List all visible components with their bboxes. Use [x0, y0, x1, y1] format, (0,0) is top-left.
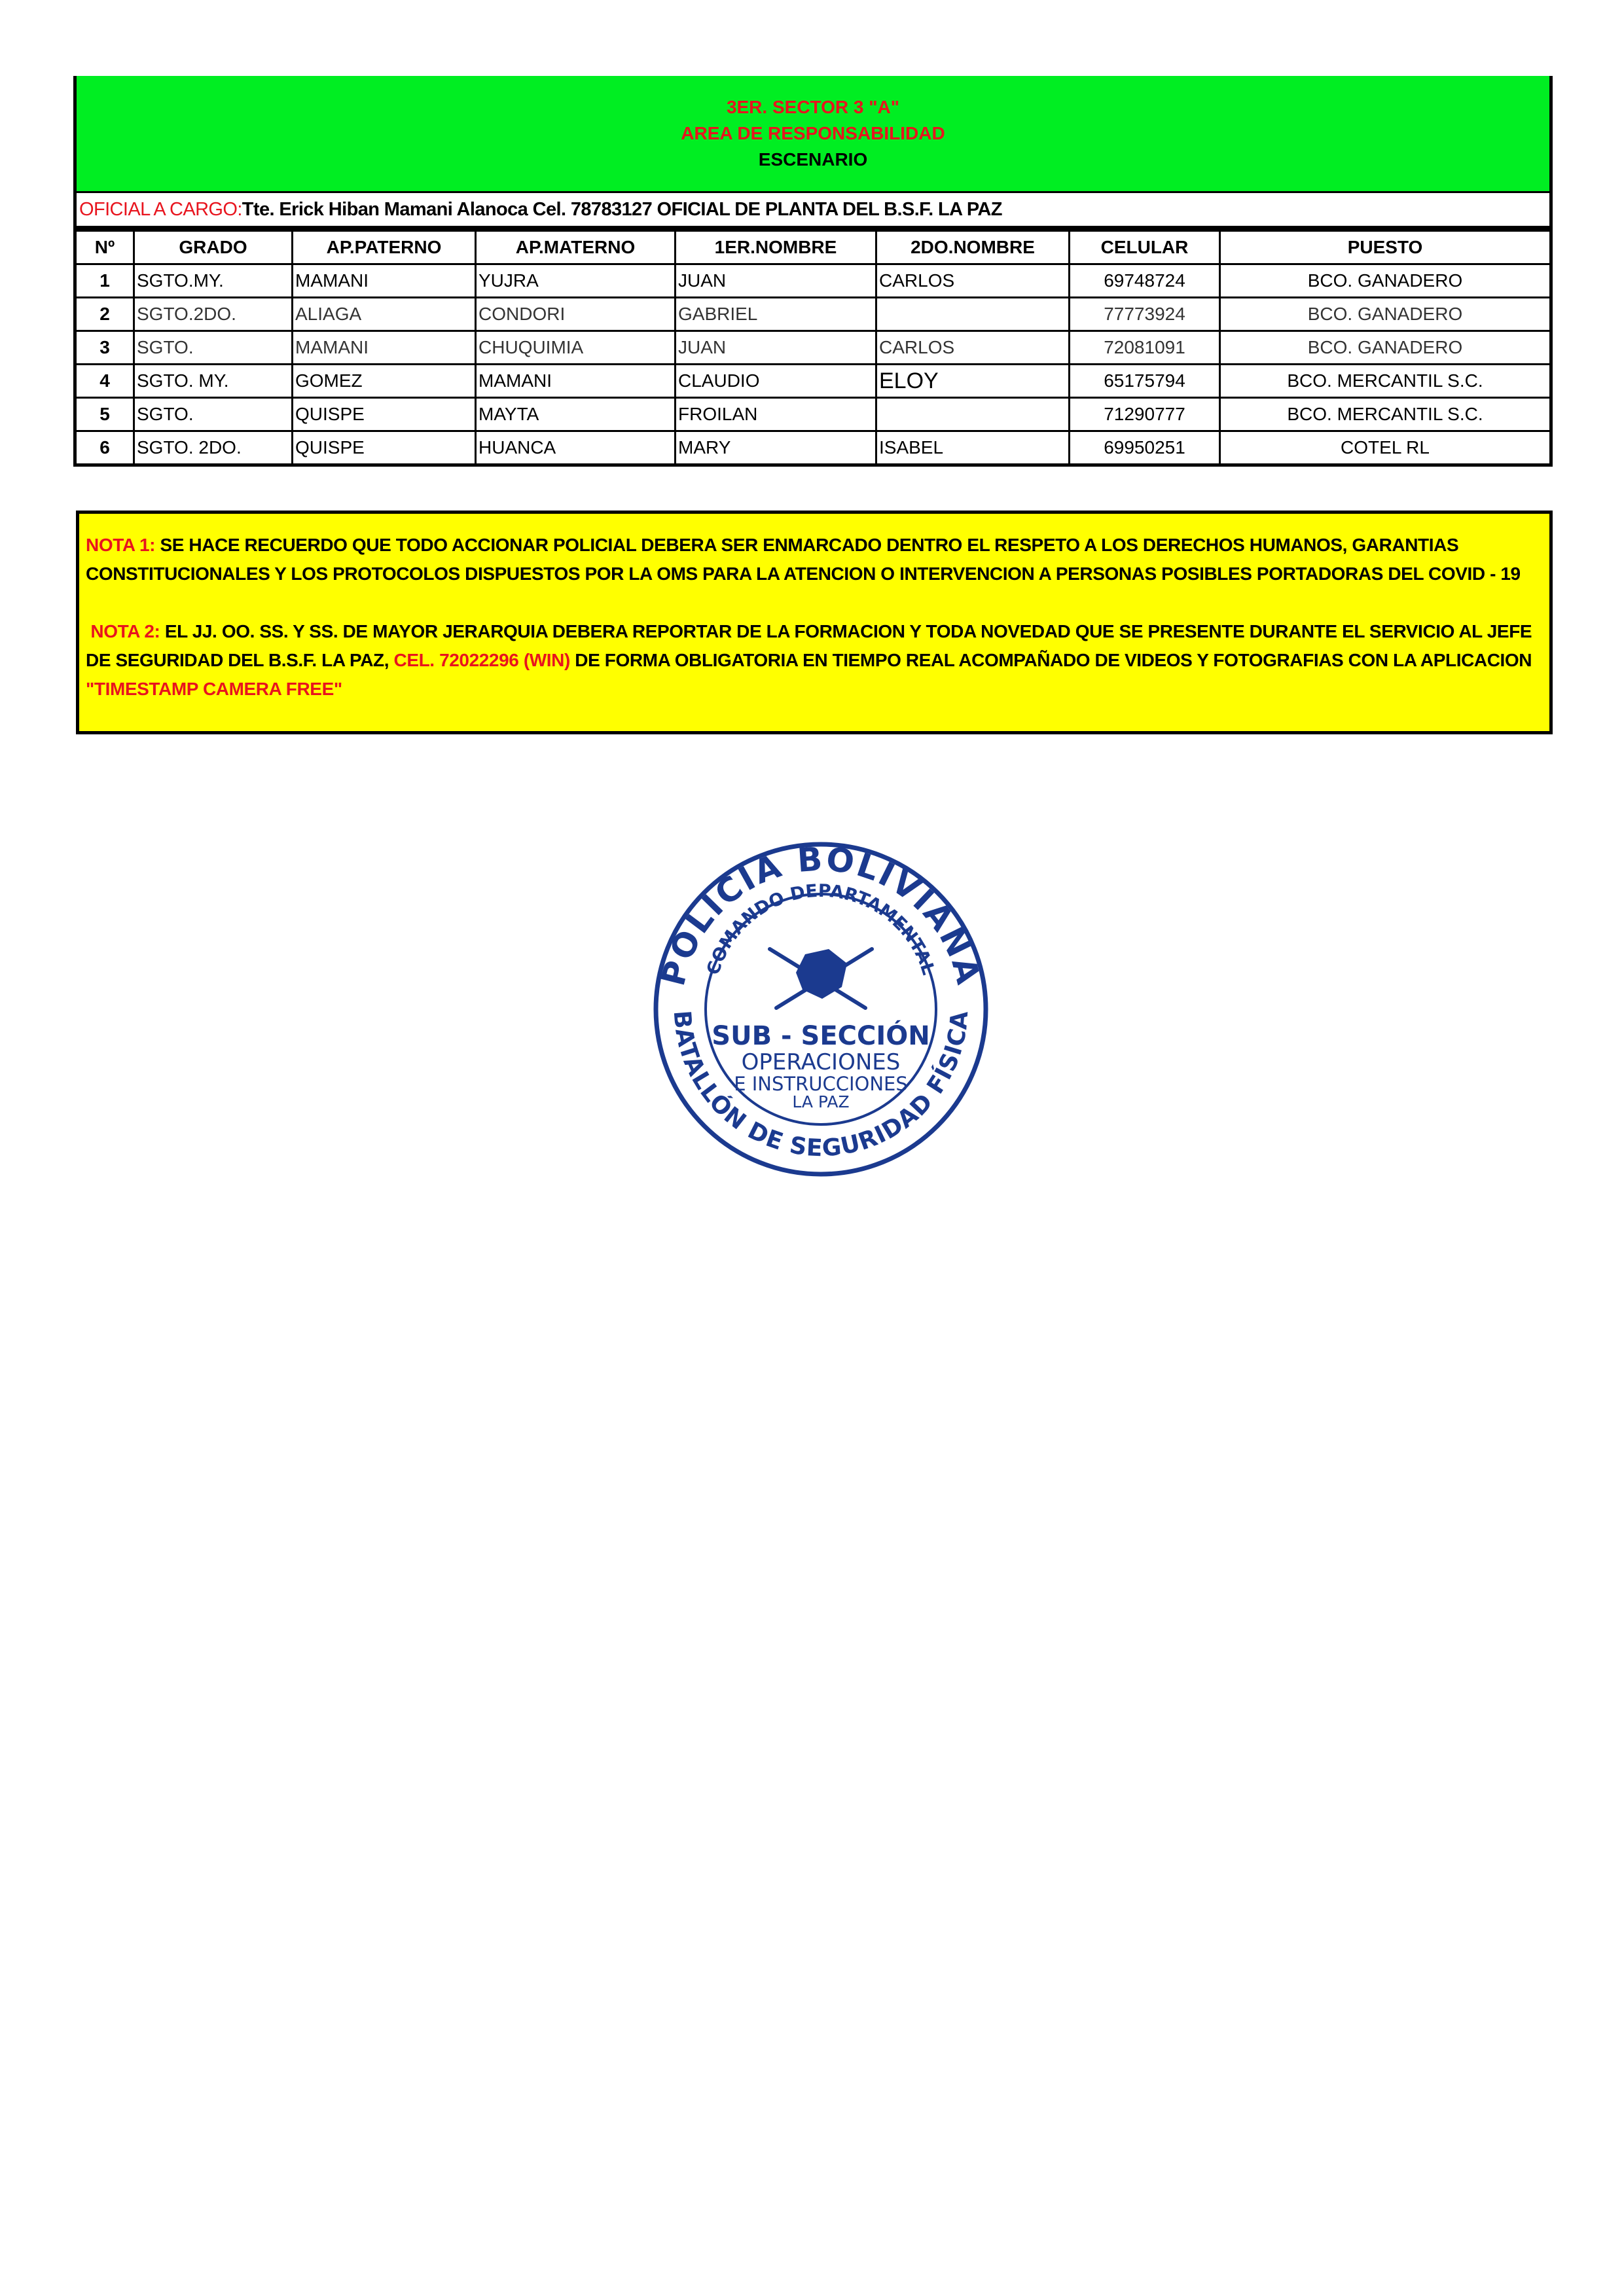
- col-header-2do-nombre: 2DO.NOMBRE: [876, 230, 1070, 264]
- cell-2do-nombre: [876, 398, 1070, 431]
- cell-puesto: BCO. MERCANTIL S.C.: [1220, 365, 1551, 398]
- note-2-label: NOTA 2:: [90, 621, 160, 641]
- officer-label: OFICIAL A CARGO:: [79, 198, 242, 220]
- cell-celular: 71290777: [1070, 398, 1220, 431]
- table-row: [75, 431, 1551, 465]
- note-2: [86, 617, 1543, 704]
- seal-inner-top-text: COMANDO DEPARTAMENTAL: [703, 880, 939, 978]
- note-2-text-b: DE FORMA OBLIGATORIA EN TIEMPO REAL ACOMPAÑADO DE VIDEOS Y FOTOGRAFIAS CON LA APLICACION: [569, 650, 1532, 670]
- sheet-header: [73, 76, 1553, 193]
- cell-ap-paterno: MAMANI: [293, 264, 476, 298]
- cell-ap-materno: CHUQUIMIA: [476, 331, 676, 365]
- cell-ap-materno: MAYTA: [476, 398, 676, 431]
- cell-ap-materno: CONDORI: [476, 298, 676, 331]
- seal-outer-top-text: POLICIA BOLIVIANA: [654, 840, 988, 990]
- cell-grado: SGTO.2DO.: [134, 298, 293, 331]
- note-1-text: SE HACE RECUERDO QUE TODO ACCIONAR POLICIAL DEBERA SER ENMARCADO DENTRO EL RESPETO A LOS DERECHOS HUMANOS, GARANTIAS CONSTITUCIONALES Y LOS PROTOCOLOS DISPUESTOS POR LA OMS PARA LA ATENCION O INTERVENCION A PERSONAS POSIBLES PORTADORAS DEL COVID - 19: [86, 535, 1521, 584]
- notes-box: [76, 511, 1553, 734]
- table-row: [75, 298, 1551, 331]
- document-sheet: [73, 76, 1553, 467]
- cell-ap-materno: HUANCA: [476, 431, 676, 465]
- cell-2do-nombre: ELOY: [876, 365, 1070, 398]
- note-2-phone: CEL. 72022296 (WIN): [389, 650, 570, 670]
- cell-grado: SGTO. MY.: [134, 365, 293, 398]
- seal-line-3: E INSTRUCCIONES: [734, 1073, 908, 1095]
- cell-celular: 72081091: [1070, 331, 1220, 365]
- officer-in-charge: [73, 193, 1553, 228]
- cell-1er-nombre: JUAN: [676, 331, 876, 365]
- table-row: [75, 331, 1551, 365]
- cell-1er-nombre: FROILAN: [676, 398, 876, 431]
- cell-grado: SGTO.: [134, 398, 293, 431]
- cell-puesto: BCO. GANADERO: [1220, 264, 1551, 298]
- cell-2do-nombre: CARLOS: [876, 264, 1070, 298]
- area-title: AREA DE RESPONSABILIDAD: [681, 123, 945, 143]
- col-header-celular: CELULAR: [1070, 230, 1220, 264]
- cell-1er-nombre: MARY: [676, 431, 876, 465]
- cell-number: 6: [75, 431, 134, 465]
- cell-1er-nombre: GABRIEL: [676, 298, 876, 331]
- cell-2do-nombre: CARLOS: [876, 331, 1070, 365]
- officer-text: Tte. Erick Hiban Mamani Alanoca Cel. 78783127 OFICIAL DE PLANTA DEL B.S.F. LA PAZ: [242, 198, 1002, 220]
- cell-ap-materno: YUJRA: [476, 264, 676, 298]
- cell-number: 3: [75, 331, 134, 365]
- cell-puesto: COTEL RL: [1220, 431, 1551, 465]
- police-seal-stamp: [651, 839, 991, 1179]
- table-row: [75, 264, 1551, 298]
- cell-ap-paterno: ALIAGA: [293, 298, 476, 331]
- cell-puesto: BCO. GANADERO: [1220, 331, 1551, 365]
- cell-1er-nombre: JUAN: [676, 264, 876, 298]
- cell-grado: SGTO.MY.: [134, 264, 293, 298]
- note-1-label: NOTA 1:: [86, 535, 156, 555]
- table-row: [75, 398, 1551, 431]
- cell-number: 2: [75, 298, 134, 331]
- seal-line-4: LA PAZ: [792, 1092, 850, 1111]
- cell-celular: 69748724: [1070, 264, 1220, 298]
- col-header-number: Nº: [75, 230, 134, 264]
- cell-ap-paterno: QUISPE: [293, 431, 476, 465]
- cell-2do-nombre: ISABEL: [876, 431, 1070, 465]
- col-header-ap-materno: AP.MATERNO: [476, 230, 676, 264]
- cell-ap-paterno: QUISPE: [293, 398, 476, 431]
- cell-2do-nombre: [876, 298, 1070, 331]
- col-header-1er-nombre: 1ER.NOMBRE: [676, 230, 876, 264]
- cell-number: 1: [75, 264, 134, 298]
- cell-puesto: BCO. GANADERO: [1220, 298, 1551, 331]
- seal-line-1: SUB - SECCIÓN: [712, 1021, 930, 1051]
- cell-puesto: BCO. MERCANTIL S.C.: [1220, 398, 1551, 431]
- sector-title: 3ER. SECTOR 3 "A": [726, 97, 900, 117]
- cell-ap-paterno: MAMANI: [293, 331, 476, 365]
- cell-ap-materno: MAMANI: [476, 365, 676, 398]
- table-header-row: [75, 230, 1551, 264]
- seal-outer-bottom-text: BATALLÓN DE SEGURIDAD FÍSICA: [668, 1009, 974, 1162]
- cell-celular: 65175794: [1070, 365, 1220, 398]
- note-2-app: "TIMESTAMP CAMERA FREE": [86, 679, 342, 699]
- cell-grado: SGTO. 2DO.: [134, 431, 293, 465]
- cell-celular: 77773924: [1070, 298, 1220, 331]
- col-header-puesto: PUESTO: [1220, 230, 1551, 264]
- col-header-grado: GRADO: [134, 230, 293, 264]
- cell-1er-nombre: CLAUDIO: [676, 365, 876, 398]
- scenario-title: ESCENARIO: [758, 149, 868, 170]
- cell-number: 5: [75, 398, 134, 431]
- col-header-ap-paterno: AP.PATERNO: [293, 230, 476, 264]
- personnel-table: [73, 228, 1553, 467]
- cell-grado: SGTO.: [134, 331, 293, 365]
- note-1: [86, 531, 1543, 588]
- cell-number: 4: [75, 365, 134, 398]
- table-row: [75, 365, 1551, 398]
- cell-ap-paterno: GOMEZ: [293, 365, 476, 398]
- cell-celular: 69950251: [1070, 431, 1220, 465]
- seal-line-2: OPERACIONES: [741, 1049, 901, 1075]
- note-2-text-a: EL JJ. OO. SS. Y SS. DE MAYOR JERARQUIA DEBERA REPORTAR DE LA FORMACION Y TODA NOVEDAD QUE SE PRESENTE DURANTE EL SERVICIO AL JEFE DE SEGURIDAD DEL B.S.F. LA PAZ,: [86, 621, 1532, 670]
